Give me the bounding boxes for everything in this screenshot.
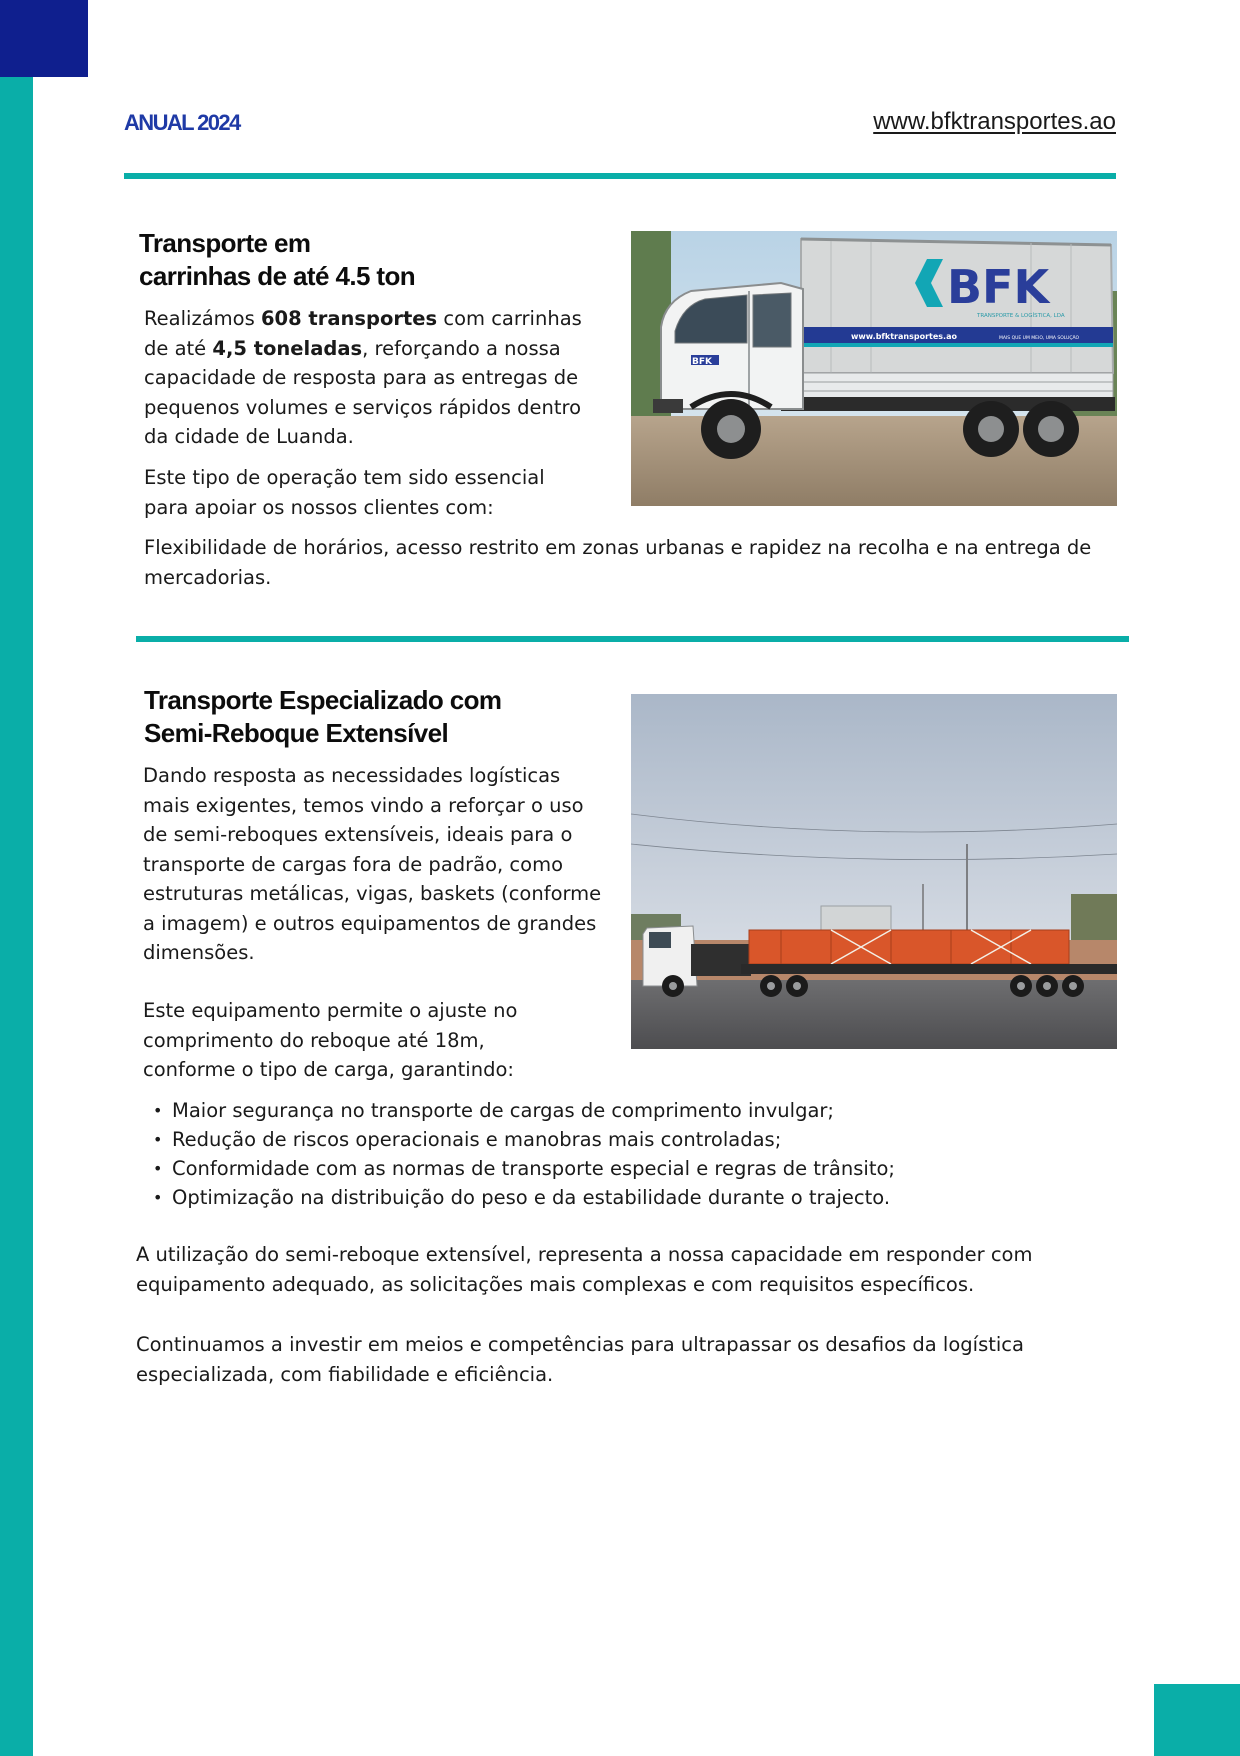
section1-title	[139, 227, 415, 293]
section1-title-line2: carrinhas de até 4.5 ton	[139, 261, 416, 291]
cab-door-logo: BFK	[692, 357, 712, 367]
section2-title-line2: Semi-Reboque Extensível	[144, 718, 449, 748]
list-item: • Optimização na distribuição do peso e da estabilidade durante o trajecto.	[150, 1183, 895, 1212]
truck-slogan-text: MAIS QUE UM MEIO, UMA SOLUÇÃO	[999, 336, 1080, 341]
top-left-corner-block	[0, 0, 88, 77]
semi-trailer-photo	[631, 694, 1117, 1049]
section2-paragraph4: Continuamos a investir em meios e competências para ultrapassar os desafios da logística especializada, com fiabilidade e eficiência.	[136, 1333, 1024, 1386]
left-accent-bar	[0, 0, 33, 1756]
section2-title	[144, 684, 501, 750]
truck-brand-subtitle: TRANSPORTE & LOGÍSTICA, LDA	[977, 313, 1065, 319]
section1-paragraph2: Este tipo de operação tem sido essencial para apoiar os nossos clientes com:	[144, 466, 545, 519]
report-year-label: ANUAL 2024	[124, 110, 240, 135]
section2-paragraph3: A utilização do semi-reboque extensível, representa a nossa capacidade em responder com equipamento adequado, as solicitações mais complexas e com requisitos específicos.	[136, 1243, 1033, 1296]
website-link[interactable]: www.bfktransportes.ao	[873, 108, 1116, 135]
section2-title-line1: Transporte Especializado com	[144, 685, 502, 715]
truck-url-text: www.bfktransportes.ao	[851, 332, 957, 341]
list-item: • Conformidade com as normas de transporte especial e regras de trânsito;	[150, 1154, 895, 1183]
list-item: • Redução de riscos operacionais e manobras mais controladas;	[150, 1125, 895, 1154]
truck-brand-logo: BFK	[947, 260, 1050, 314]
section1-title-line1: Transporte em	[139, 228, 311, 258]
bottom-right-corner-block	[1154, 1684, 1240, 1756]
section1-paragraph1: Realizámos 608 transportes com carrinhas de até 4,5 toneladas, reforçando a nossa capacidade de resposta para as entregas de pequenos volumes e serviços rápidos dentro da cidade de Luanda.	[144, 307, 582, 448]
section1-paragraph3: Flexibilidade de horários, acesso restrito em zonas urbanas e rapidez na recolha e na entrega de mercadorias.	[144, 536, 1092, 589]
benefits-list	[150, 1096, 895, 1212]
list-item: • Maior segurança no transporte de cargas de comprimento invulgar;	[150, 1096, 895, 1125]
section2-paragraph2: Este equipamento permite o ajuste no comprimento do reboque até 18m, conforme o tipo de carga, garantindo:	[143, 999, 518, 1081]
header-divider	[124, 173, 1116, 179]
truck-photo	[631, 231, 1117, 506]
section-divider	[136, 636, 1129, 642]
section2-paragraph1: Dando resposta as necessidades logísticas mais exigentes, temos vindo a reforçar o uso de semi-reboques extensíveis, ideais para o transporte de cargas fora de padrão, como estruturas metálicas, vigas, baskets (conforme a imagem) e outros equipamentos de grandes dimensões.	[143, 764, 602, 964]
